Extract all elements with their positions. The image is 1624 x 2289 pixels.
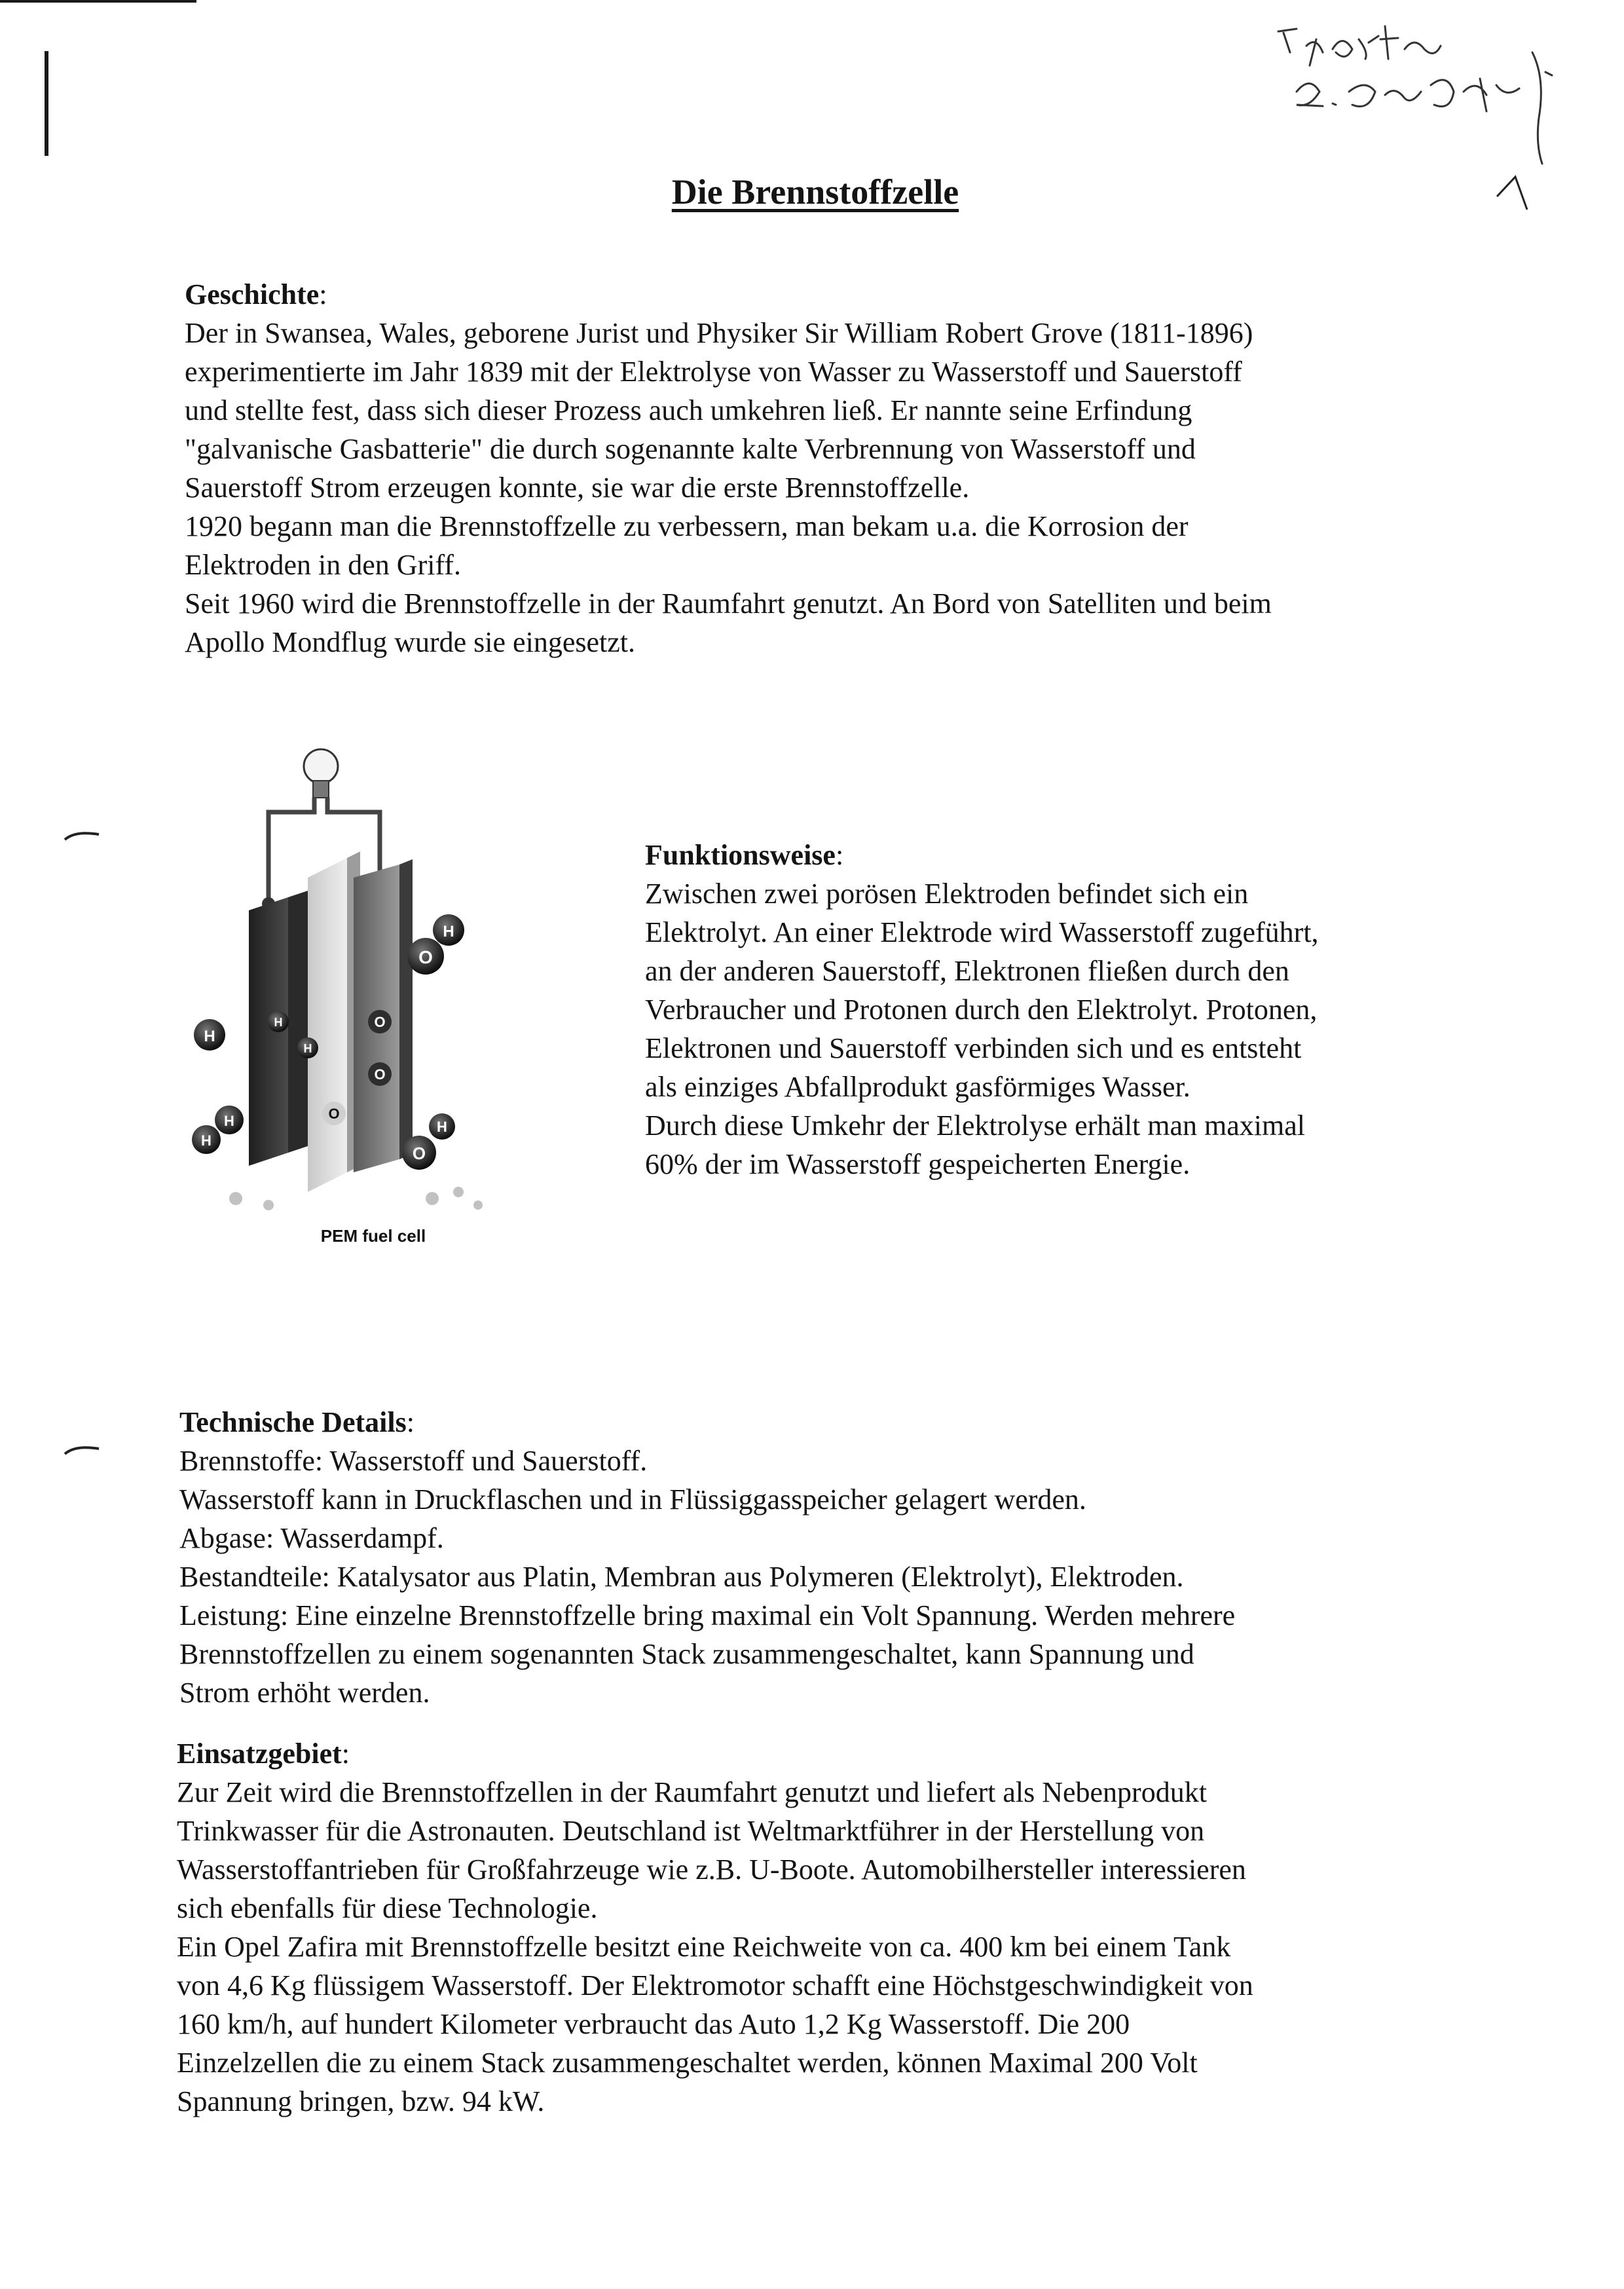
text-line: sich ebenfalls für diese Technologie. (177, 1892, 598, 1924)
text-line: Bestandteile: Katalysator aus Platin, Membran aus Polymeren (Elektrolyt), Elektroden. (179, 1561, 1184, 1593)
text-line: Verbraucher und Protonen durch den Elektrolyt. Protonen, (645, 994, 1318, 1026)
text-line: Durch diese Umkehr der Elektrolyse erhält man maximal (645, 1109, 1305, 1142)
oxygen-molecule (402, 1136, 436, 1170)
svg-text:H: H (274, 1016, 283, 1029)
fuel-cell-illustration (183, 747, 563, 1218)
hydrogen-molecule (433, 914, 464, 946)
svg-text:H: H (201, 1132, 212, 1149)
scan-top-rule (0, 0, 196, 3)
svg-text:H: H (204, 1028, 215, 1045)
text-line: Wasserstoffantrieben für Großfahrzeuge wie z.B. U-Boote. Automobilhersteller interessieren (177, 1853, 1246, 1886)
oxygen-molecule (368, 1062, 392, 1086)
hydrogen-molecule (215, 1106, 244, 1134)
section-heading: Technische Details: (179, 1406, 415, 1438)
fuel-cell-figure (183, 747, 563, 1244)
svg-text:O: O (328, 1106, 340, 1122)
hydrogen-molecule (194, 1019, 225, 1051)
text-line: Ein Opel Zafira mit Brennstoffzelle besitzt eine Reichweite von ca. 400 km bei einem Tank (177, 1931, 1231, 1963)
text-line: Abgase: Wasserdampf. (179, 1522, 444, 1554)
section-technische-details (179, 1403, 1476, 1712)
text-line: Leistung: Eine einzelne Brennstoffzelle bring maximal ein Volt Spannung. Werden mehrere (179, 1599, 1236, 1631)
oxygen-molecule (407, 938, 444, 975)
svg-text:H: H (437, 1119, 447, 1135)
text-line: Elektroden in den Griff. (185, 549, 461, 581)
text-line: und stellte fest, dass sich dieser Prozess auch umkehren ließ. Er nannte seine Erfindung (185, 394, 1192, 426)
text-line: von 4,6 Kg flüssigem Wasserstoff. Der Elektromotor schafft eine Höchstgeschwindigkeit von (177, 1969, 1253, 2001)
text-line: "galvanische Gasbatterie" die durch sogenannte kalte Verbrennung von Wasserstoff und (185, 433, 1196, 465)
section-heading: Geschichte: (185, 278, 327, 310)
section-funktionsweise (645, 836, 1418, 1183)
text-line: Einzelzellen die zu einem Stack zusammengeschaltet werden, können Maximal 200 Volt (177, 2047, 1198, 2079)
text-line: Der in Swansea, Wales, geborene Jurist und Physiker Sir William Robert Grove (1811-1896) (185, 317, 1253, 349)
figure-caption: PEM fuel cell (320, 1226, 426, 1246)
hydrogen-molecule (429, 1113, 455, 1140)
svg-text:O: O (374, 1014, 386, 1030)
oxygen-molecule (322, 1102, 346, 1125)
shadow-dots (229, 1187, 483, 1210)
section-einsatzgebiet (177, 1734, 1506, 2121)
text-line: Trinkwasser für die Astronauten. Deutschland ist Weltmarktführer in der Herstellung von (177, 1815, 1205, 1847)
section-geschichte (185, 275, 1527, 661)
text-line: als einziges Abfallprodukt gasförmiges Wasser. (645, 1071, 1190, 1103)
margin-tick-mark (62, 827, 101, 846)
text-line: Brennstoffe: Wasserstoff und Sauerstoff. (179, 1445, 648, 1477)
svg-text:H: H (303, 1042, 312, 1055)
text-line: Seit 1960 wird die Brennstoffzelle in der Raumfahrt genutzt. An Bord von Satelliten und beim (185, 587, 1272, 620)
oxygen-molecule (368, 1010, 392, 1033)
page-title: Die Brennstoffzelle (671, 172, 959, 212)
text-line: Zwischen zwei porösen Elektroden befindet sich ein (645, 878, 1249, 910)
section-heading: Funktionsweise: (645, 839, 844, 871)
svg-text:O: O (374, 1066, 386, 1083)
text-line: Strom erhöht werden. (179, 1677, 430, 1709)
light-bulb-icon (304, 749, 338, 798)
svg-text:H: H (443, 923, 454, 940)
text-line: 160 km/h, auf hundert Kilometer verbraucht das Auto 1,2 Kg Wasserstoff. Die 200 (177, 2008, 1130, 2040)
hydrogen-molecule (297, 1037, 318, 1058)
svg-text:H: H (224, 1113, 234, 1129)
text-line: Sauerstoff Strom erzeugen konnte, sie war die erste Brennstoffzelle. (185, 472, 970, 504)
section-heading: Einsatzgebiet: (177, 1738, 350, 1770)
text-line: experimentierte im Jahr 1839 mit der Elektrolyse von Wasser zu Wasserstoff und Sauerstoff (185, 356, 1242, 388)
hydrogen-molecule (192, 1125, 221, 1154)
text-line: Apollo Mondflug wurde sie eingesetzt. (185, 626, 635, 658)
text-line: Brennstoffzellen zu einem sogenannten Stack zusammengeschaltet, kann Spannung und (179, 1638, 1194, 1670)
svg-text:O: O (412, 1144, 426, 1163)
hydrogen-molecule (268, 1011, 289, 1032)
margin-tick-mark (62, 1441, 101, 1461)
text-line: Elektronen und Sauerstoff verbinden sich und es entsteht (645, 1032, 1302, 1064)
text-line: Zur Zeit wird die Brennstoffzellen in der Raumfahrt genutzt und liefert als Nebenprodukt (177, 1776, 1207, 1808)
text-line: 60% der im Wasserstoff gespeicherten Energie. (645, 1148, 1190, 1180)
svg-text:O: O (418, 947, 433, 967)
scan-left-bar (45, 51, 48, 156)
text-line: Wasserstoff kann in Druckflaschen und in Flüssiggasspeicher gelagert werden. (179, 1483, 1086, 1516)
text-line: an der anderen Sauerstoff, Elektronen fließen durch den (645, 955, 1289, 987)
text-line: Spannung bringen, bzw. 94 kW. (177, 2085, 545, 2117)
text-line: Elektrolyt. An einer Elektrode wird Wasserstoff zugeführt, (645, 916, 1319, 948)
text-line: 1920 begann man die Brennstoffzelle zu verbessern, man bekam u.a. die Korrosion der (185, 510, 1189, 542)
